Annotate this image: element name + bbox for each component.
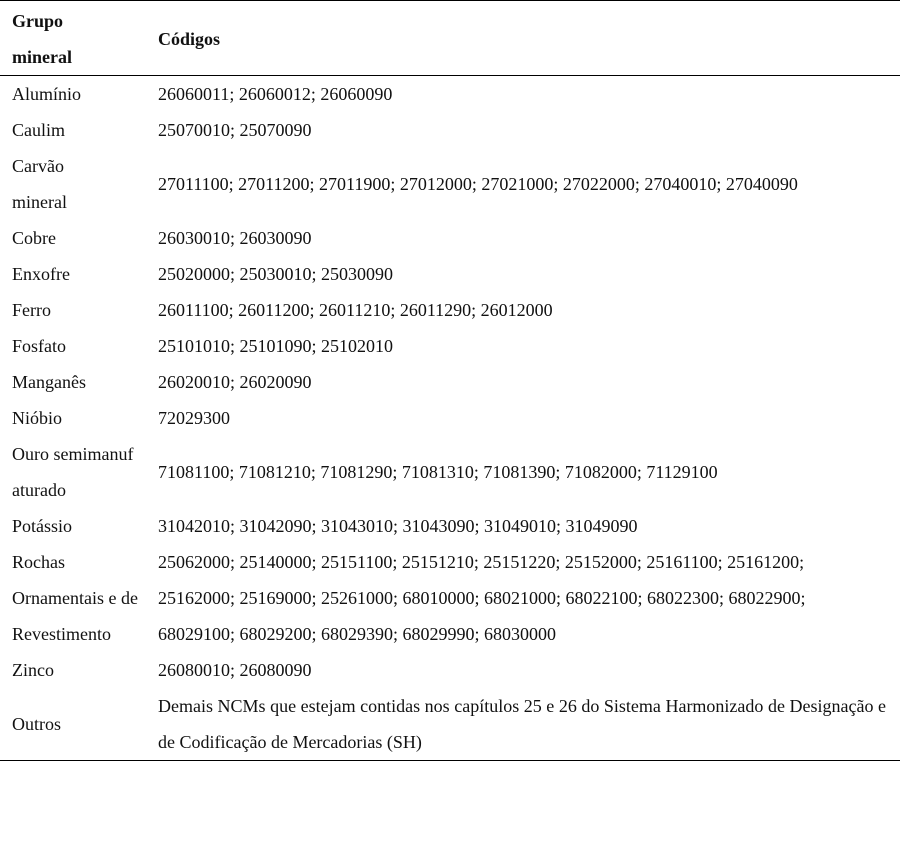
codes-cell: 25020000; 25030010; 25030090 bbox=[158, 264, 394, 284]
codes-cell: 72029300 bbox=[158, 408, 230, 428]
table-row bbox=[0, 220, 900, 256]
table-header bbox=[0, 1, 900, 76]
table-body bbox=[0, 76, 900, 761]
table-row bbox=[0, 148, 900, 220]
mineral-cell: Enxofre bbox=[12, 264, 70, 284]
mineral-cell: Potássio bbox=[12, 516, 73, 536]
table-row bbox=[0, 76, 900, 113]
table-row bbox=[0, 292, 900, 328]
mineral-cell: Fosfato bbox=[12, 336, 66, 356]
mineral-cell: Manganês bbox=[12, 372, 86, 392]
table-row bbox=[0, 436, 900, 508]
mineral-cell: Cobre bbox=[12, 228, 56, 248]
table-row bbox=[0, 364, 900, 400]
codes-cell: Demais NCMs que estejam contidas nos capítulos 25 e 26 do Sistema Harmonizado de Designação e de Codificação de Mercadorias (SH) bbox=[158, 696, 886, 752]
table-row bbox=[0, 328, 900, 364]
mineral-cell: Outros bbox=[12, 714, 61, 734]
codes-cell: 31042010; 31042090; 31043010; 31043090; 31049010; 31049090 bbox=[158, 516, 638, 536]
codes-cell: 26011100; 26011200; 26011210; 26011290; 26012000 bbox=[158, 300, 553, 320]
codes-cell: 26020010; 26020090 bbox=[158, 372, 312, 392]
header-codigos bbox=[158, 1, 900, 76]
codes-cell: 26060011; 26060012; 26060090 bbox=[158, 84, 393, 104]
mineral-cell: Caulim bbox=[12, 120, 65, 140]
codes-cell: 27011100; 27011200; 27011900; 27012000; 27021000; 27022000; 27040010; 27040090 bbox=[158, 174, 798, 194]
mineral-cell: Nióbio bbox=[12, 408, 63, 428]
mineral-cell: Alumínio bbox=[12, 84, 82, 104]
codes-cell: 25070010; 25070090 bbox=[158, 120, 312, 140]
mineral-label: Rochas Ornamentais e de Revestimento bbox=[12, 552, 138, 644]
table-row bbox=[0, 652, 900, 688]
mineral-cell bbox=[0, 436, 158, 508]
mineral-cell: Zinco bbox=[12, 660, 54, 680]
table-row bbox=[0, 508, 900, 544]
header-grupo-mineral-label: Grupo mineral bbox=[12, 11, 72, 67]
table-row bbox=[0, 400, 900, 436]
table-row bbox=[0, 688, 900, 761]
table-row bbox=[0, 256, 900, 292]
codes-cell: 25062000; 25140000; 25151100; 25151210; 25151220; 25152000; 25161100; 25161200; 25162000; 25169000; 25261000; 68010000; 68021000; 68022100; 68022300; 68022900; 68029100; 68029200; 68029390; 68029990; 68030000 bbox=[158, 552, 806, 644]
header-codigos-label: Códigos bbox=[158, 29, 221, 49]
codes-cell: 71081100; 71081210; 71081290; 71081310; 71081390; 71082000; 71129100 bbox=[158, 462, 718, 482]
header-row bbox=[0, 1, 900, 76]
mineral-label: Ouro semimanufaturado bbox=[12, 444, 134, 500]
mineral-cell: Ferro bbox=[12, 300, 51, 320]
table-row bbox=[0, 544, 900, 652]
table-row bbox=[0, 112, 900, 148]
mineral-cell bbox=[0, 544, 158, 652]
mineral-cell: Carvão mineral bbox=[12, 156, 67, 212]
header-grupo-mineral bbox=[0, 1, 158, 76]
codes-cell: 26080010; 26080090 bbox=[158, 660, 312, 680]
codes-cell: 26030010; 26030090 bbox=[158, 228, 312, 248]
codes-cell: 25101010; 25101090; 25102010 bbox=[158, 336, 394, 356]
